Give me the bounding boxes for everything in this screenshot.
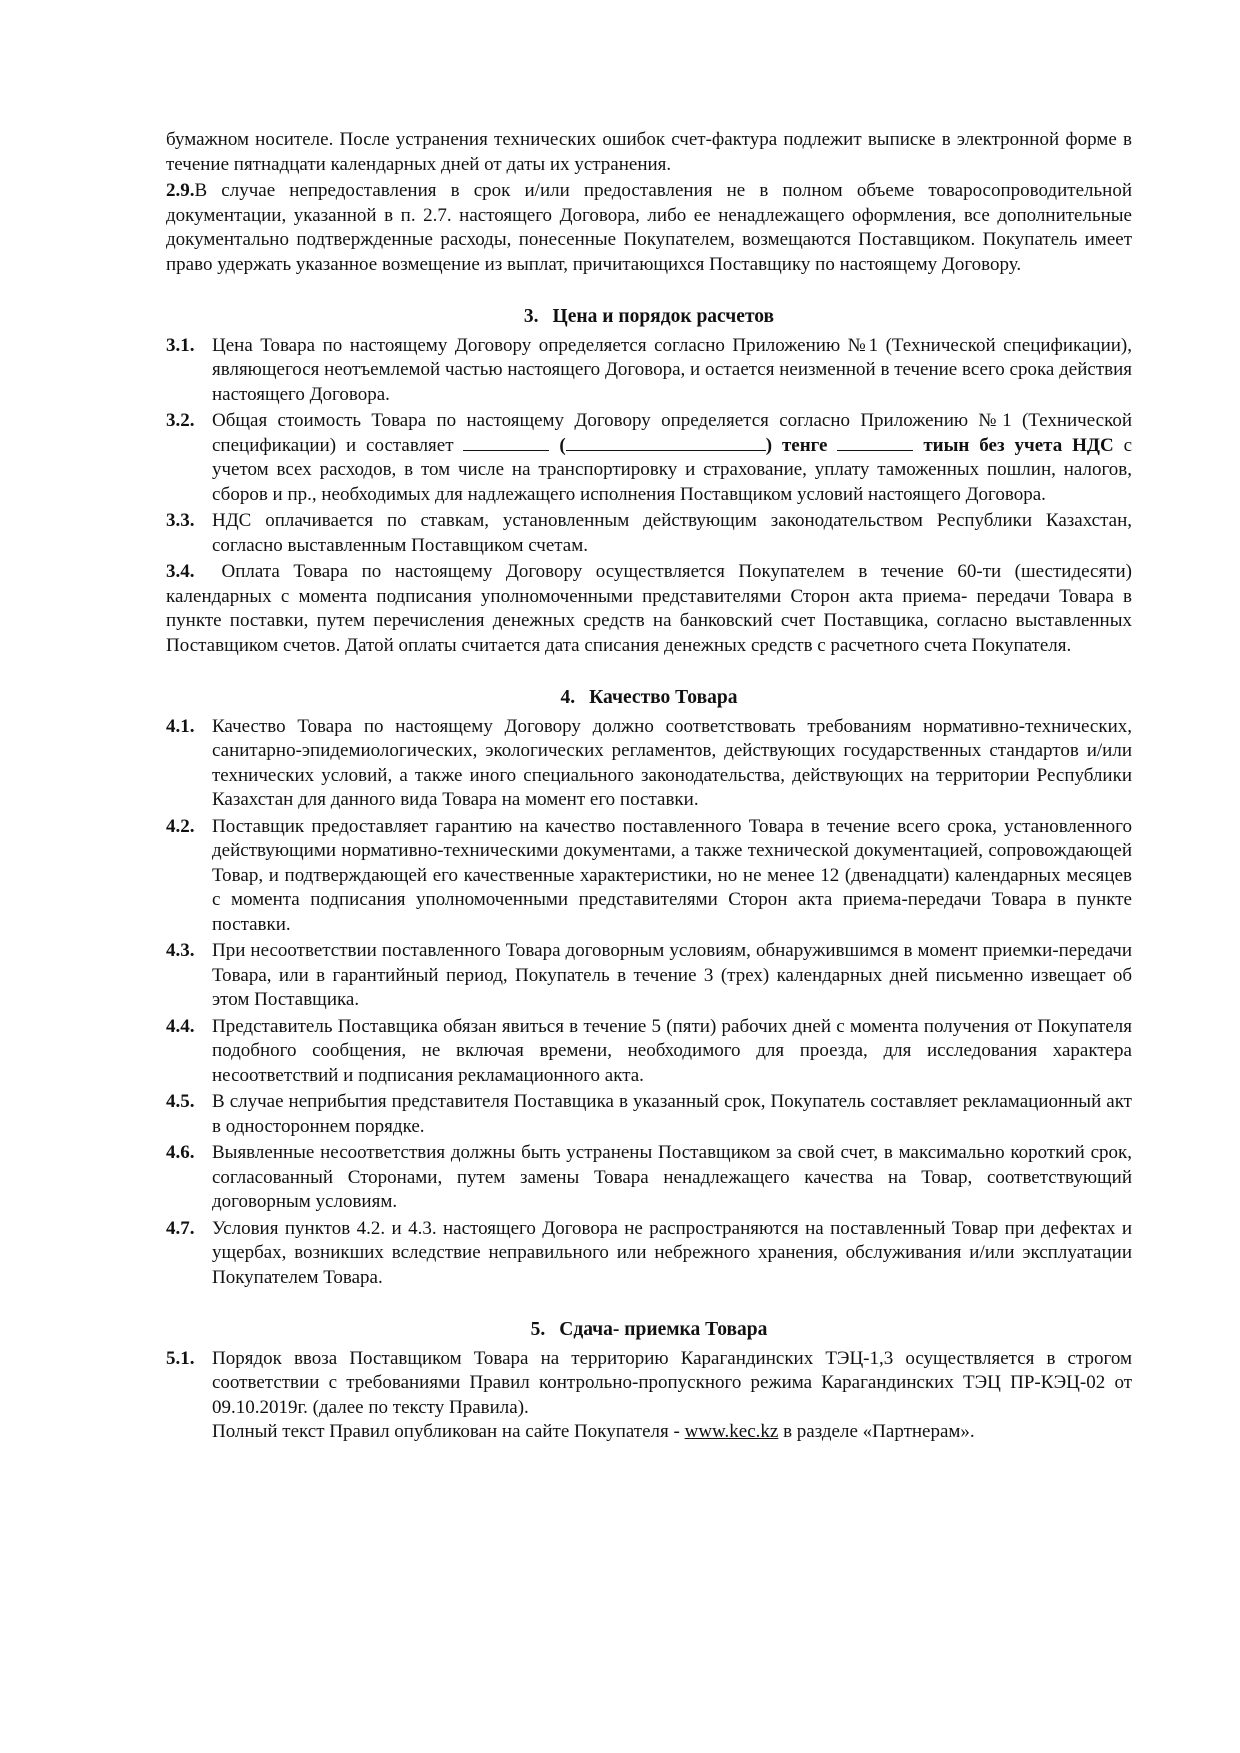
- section-number: 5.: [530, 1319, 546, 1340]
- clause-text: Общая стоимость Товара по настоящему Договору определяется согласно Приложению №1 (Технической спецификации) и составляет: [212, 410, 1132, 456]
- section-4-heading: [166, 686, 1132, 711]
- clause-5-1: [166, 1347, 1132, 1445]
- section-title: Сдача- приемка Товара: [559, 1319, 768, 1340]
- clause-number: 4.7.: [166, 1217, 195, 1239]
- clause-number: 4.6.: [166, 1142, 195, 1163]
- clause-text: Качество Товара по настоящему Договору должно соответствовать требованиям нормативно-технических, санитарно-эпидемиологических, экологических регламентов, действующих государственных стандартов и/или технических условий, а также иного специального законодательства, действующих на территории Республики Казахстан для данного вида Товара на момент его поставки.: [212, 715, 1132, 810]
- clause-4-7: [166, 1217, 1132, 1291]
- section-title: Цена и порядок расчетов: [552, 306, 775, 327]
- vat-note: тиын без учета НДС: [923, 434, 1114, 456]
- clause-number: 4.3.: [166, 940, 195, 961]
- section-5-heading: [166, 1318, 1132, 1343]
- clause-4-3: [166, 939, 1132, 1013]
- clause-text: При несоответствии поставленного Товара договорным условиям, обнаружившимся в момент приемки-передачи Товара, или в гарантийный период, Покупатель в течение 3 (трех) календарных дней письменно извещает об этом Поставщика.: [212, 940, 1132, 1010]
- clause-number: 4.2.: [166, 815, 195, 837]
- clause-number: 2.9.: [166, 180, 195, 201]
- clause-text-end: в разделе «Партнерам».: [783, 1421, 975, 1442]
- section-number: 4.: [560, 687, 576, 708]
- website-link[interactable]: www.kec.kz: [684, 1421, 779, 1442]
- clause-number: 3.2.: [166, 410, 195, 431]
- section-title: Качество Товара: [589, 687, 738, 708]
- clause-2-9: [166, 179, 1132, 277]
- clause-number: 4.5.: [166, 1091, 195, 1112]
- amount-blank: [463, 434, 549, 451]
- clause-number: 3.1.: [166, 334, 195, 356]
- clause-number: 3.3.: [166, 510, 195, 531]
- clause-text: Порядок ввоза Поставщиком Товара на территорию Карагандинских ТЭЦ-1,3 осуществляется в строгом соответствии с требованиями Правил контрольно-пропускного режима Карагандинских ТЭЦ ПР-КЭЦ-02 от 09.10.2019г. (далее по тексту Правила).: [212, 1347, 1132, 1418]
- clause-3-4: [166, 560, 1132, 658]
- clause-3-2: [166, 409, 1132, 507]
- clause-text: Условия пунктов 4.2. и 4.3. настоящего Договора не распространяются на поставленный Товар при дефектах и ущербах, возникших вследствие неправильного или небрежного хранения, обслуживания и/или эксплуатации Покупателем Товара.: [212, 1217, 1132, 1288]
- clause-3-1: [166, 334, 1132, 408]
- bracket-open: (: [559, 434, 566, 456]
- clause-text: Представитель Поставщика обязан явиться в течение 5 (пяти) рабочих дней с момента получения от Покупателя подобного сообщения, не включая времени, необходимого для проезда, для исследования характера несоответствий и подписания рекламационного акта.: [212, 1015, 1132, 1086]
- section-3-heading: [166, 305, 1132, 330]
- clause-text: НДС оплачивается по ставкам, установленным действующим законодательством Республики Казахстан, согласно выставленным Поставщиком счетам.: [212, 510, 1132, 556]
- clause-text: В случае неприбытия представителя Поставщика в указанный срок, Покупатель составляет рекламационный акт в одностороннем порядке.: [212, 1091, 1132, 1137]
- clause-4-2: [166, 815, 1132, 938]
- amount-words-blank: [566, 434, 766, 451]
- clause-3-3: [166, 509, 1132, 558]
- tiyn-blank: [837, 434, 913, 451]
- clause-text: Выявленные несоответствия должны быть устранены Поставщиком за свой счет, в максимально короткий срок, согласованный Сторонами, путем замены Товара ненадлежащего качества на Товар, соответствующий договорным условиям.: [212, 1142, 1132, 1212]
- clause-text-cont: с учетом всех расходов, в том числе на транспортировку и страхование, уплату таможенных пошлин, налогов, сборов и пр., необходимых для надлежащего исполнения Поставщиком условий настоящего Договора.: [212, 434, 1133, 505]
- clause-4-6: [166, 1141, 1132, 1215]
- document-body: [166, 128, 1132, 1447]
- clause-number: 4.1.: [166, 715, 195, 737]
- clause-text: В случае непредоставления в срок и/или предоставления не в полном объеме товаросопроводительной документации, указанной в п. 2.7. настоящего Договора, либо ее ненадлежащего оформления, все дополнительные документально подтвержденные расходы, понесенные Покупателем, возмещаются Поставщиком. Покупатель имеет право удержать указанное возмещение из выплат, причитающихся Поставщику по настоящему Договору.: [166, 180, 1132, 275]
- clause-text: Цена Товара по настоящему Договору определяется согласно Приложению №1 (Технической спецификации), являющегося неотъемлемой частью настоящего Договора, и остается неизменной в течение всего срока действия настоящего Договора.: [212, 334, 1132, 405]
- section-number: 3.: [523, 306, 539, 327]
- clause-number: 5.1.: [166, 1347, 195, 1369]
- clause-number: 4.4.: [166, 1015, 195, 1037]
- clause-4-4: [166, 1015, 1132, 1089]
- intro-paragraph: бумажном носителе. После устранения технических ошибок счет-фактура подлежит выписке в электронной форме в течение пятнадцати календарных дней от даты их устранения.: [166, 129, 1132, 175]
- clause-4-5: [166, 1090, 1132, 1139]
- clause-text-cont: Полный текст Правил опубликован на сайте Покупателя -: [212, 1421, 680, 1442]
- clause-4-1: [166, 715, 1132, 813]
- clause-number: 3.4.: [166, 561, 195, 582]
- clause-text: Поставщик предоставляет гарантию на качество поставленного Товара в течение всего срока, установленного действующими нормативно-техническими документами, а также технической документацией, сопровождающей Товар, и подтверждающей его качественные характеристики, но не менее 12 (двенадцати) календарных месяцев с момента подписания уполномоченными представителями Сторон акта приема-передачи Товара в пункте поставки.: [212, 815, 1132, 935]
- currency-label: ) тенге: [765, 434, 828, 456]
- clause-text: Оплата Товара по настоящему Договору осуществляется Покупателем в течение 60-ти (шестидесяти) календарных с момента подписания уполномоченными представителями Сторон акта приема- передачи Товара в пункте поставки, путем перечисления денежных средств на банковский счет Поставщика, согласно выставленных Поставщиком счетов. Датой оплаты считается дата списания денежных средств с расчетного счета Покупателя.: [166, 561, 1132, 656]
